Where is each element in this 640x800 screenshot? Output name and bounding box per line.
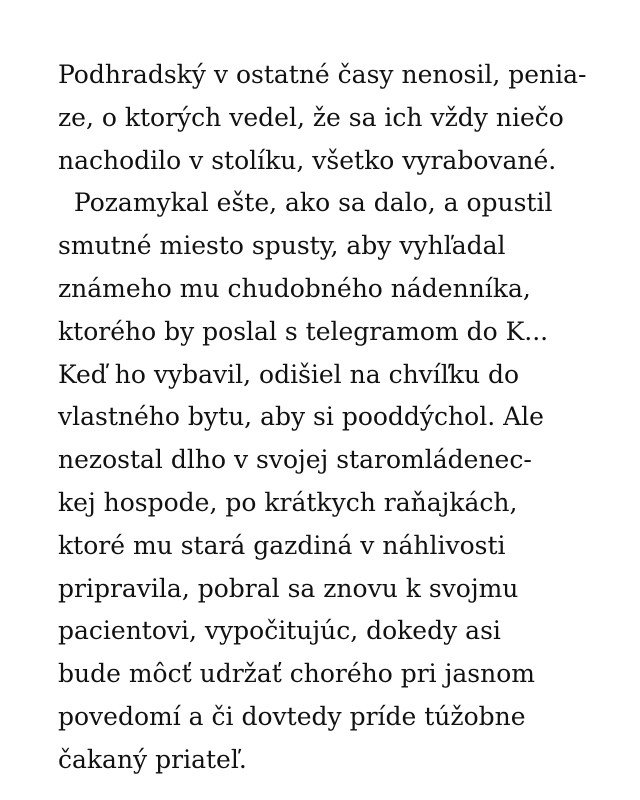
text-line: ze, o ktorých vedel, že sa ich vždy niečo xyxy=(58,102,564,132)
text-line: nachodilo v stolíku, všetko vyrabované. xyxy=(58,145,557,175)
text-line: vlastného bytu, aby si pooddýchol. Ale xyxy=(58,402,544,432)
text-line: ktoré mu stará gazdiná v náhlivosti xyxy=(58,530,506,560)
text-line: ktorého by poslal s telegramom do K... xyxy=(58,316,549,346)
text-line: kej hospode, po krátkych raňajkách, xyxy=(58,487,518,517)
text-line: smutné miesto spusty, aby vyhľadal xyxy=(58,231,506,261)
text-line: Pozamykal ešte, ako sa dalo, a opustil xyxy=(58,188,553,218)
text-line: povedomí a či dovtedy príde túžobne xyxy=(58,701,526,731)
text-line: pacientovi, vypočitujúc, dokedy asi xyxy=(58,616,501,646)
text-line: Keď ho vybavil, odišiel na chvíľku do xyxy=(58,359,520,389)
text-line: bude môcť udržať chorého pri jasnom xyxy=(58,659,535,689)
text-line: pripravila, pobral sa znovu k svojmu xyxy=(58,573,519,603)
text-line: čakaný priateľ. xyxy=(58,744,247,774)
text-line: známeho mu chudobného nádenníka, xyxy=(58,273,531,303)
body-text xyxy=(58,54,598,782)
text-line: Podhradský v ostatné časy nenosil, penia- xyxy=(58,60,587,89)
text-line: nezostal dlho v svojej staromládenec- xyxy=(58,445,532,475)
